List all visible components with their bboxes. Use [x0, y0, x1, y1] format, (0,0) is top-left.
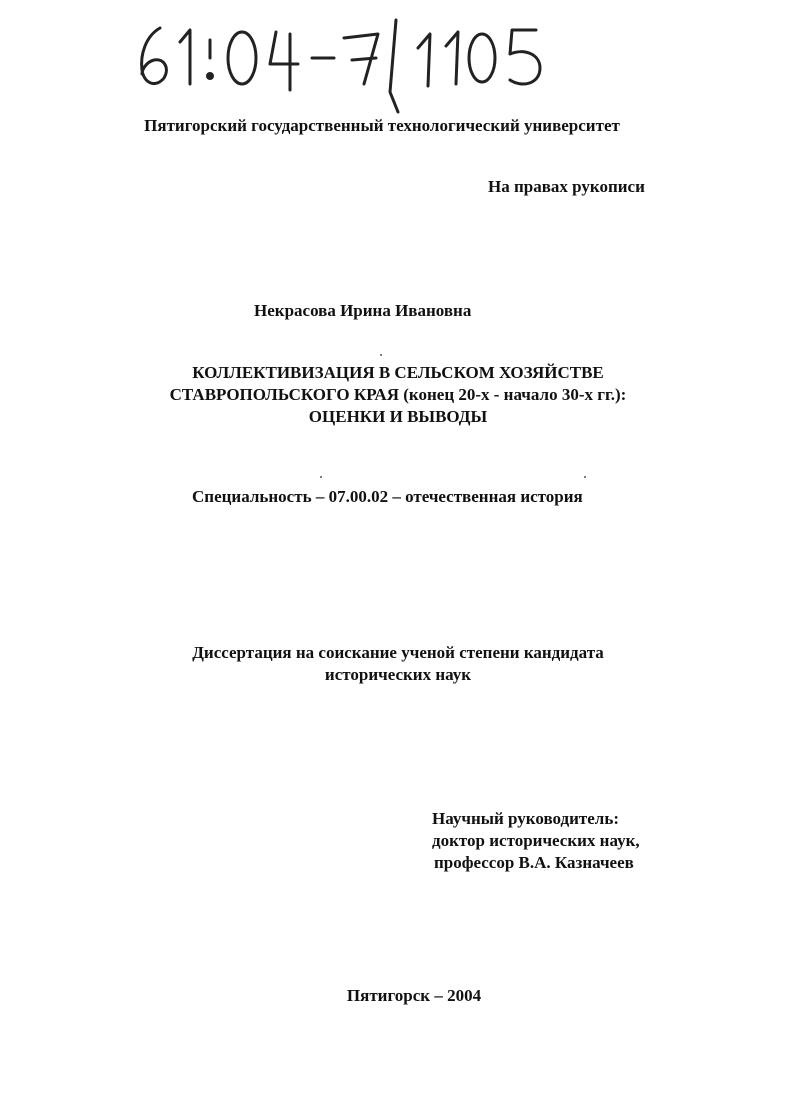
- dissertation-line-2: исторических наук: [324, 665, 472, 684]
- manuscript-rights: На правах рукописи: [488, 177, 645, 196]
- handwritten-archive-number: [128, 14, 558, 116]
- author-name: Некрасова Ирина Ивановна: [254, 301, 472, 320]
- supervisor-name: профессор В.А. Казначеев: [434, 853, 634, 872]
- city-year: Пятигорск – 2004: [346, 986, 482, 1005]
- specialty: Специальность – 07.00.02 – отечественная история: [192, 487, 583, 506]
- title-line-3: ОЦЕНКИ И ВЫВОДЫ: [308, 407, 488, 426]
- supervisor-label: Научный руководитель:: [432, 809, 619, 828]
- scan-speck: [380, 354, 382, 356]
- dissertation-line-1: Диссертация на соискание ученой степени кандидата: [192, 643, 604, 662]
- university-name: Пятигорский государственный технологический университет: [144, 116, 620, 135]
- supervisor-degree: доктор исторических наук,: [432, 831, 640, 850]
- scan-speck: [320, 476, 322, 478]
- scan-speck: [584, 476, 586, 478]
- title-line-1: КОЛЛЕКТИВИЗАЦИЯ В СЕЛЬСКОМ ХОЗЯЙСТВЕ: [192, 363, 604, 382]
- title-line-2: СТАВРОПОЛЬСКОГО КРАЯ (конец 20-х - начало 30-х гг.):: [169, 385, 627, 404]
